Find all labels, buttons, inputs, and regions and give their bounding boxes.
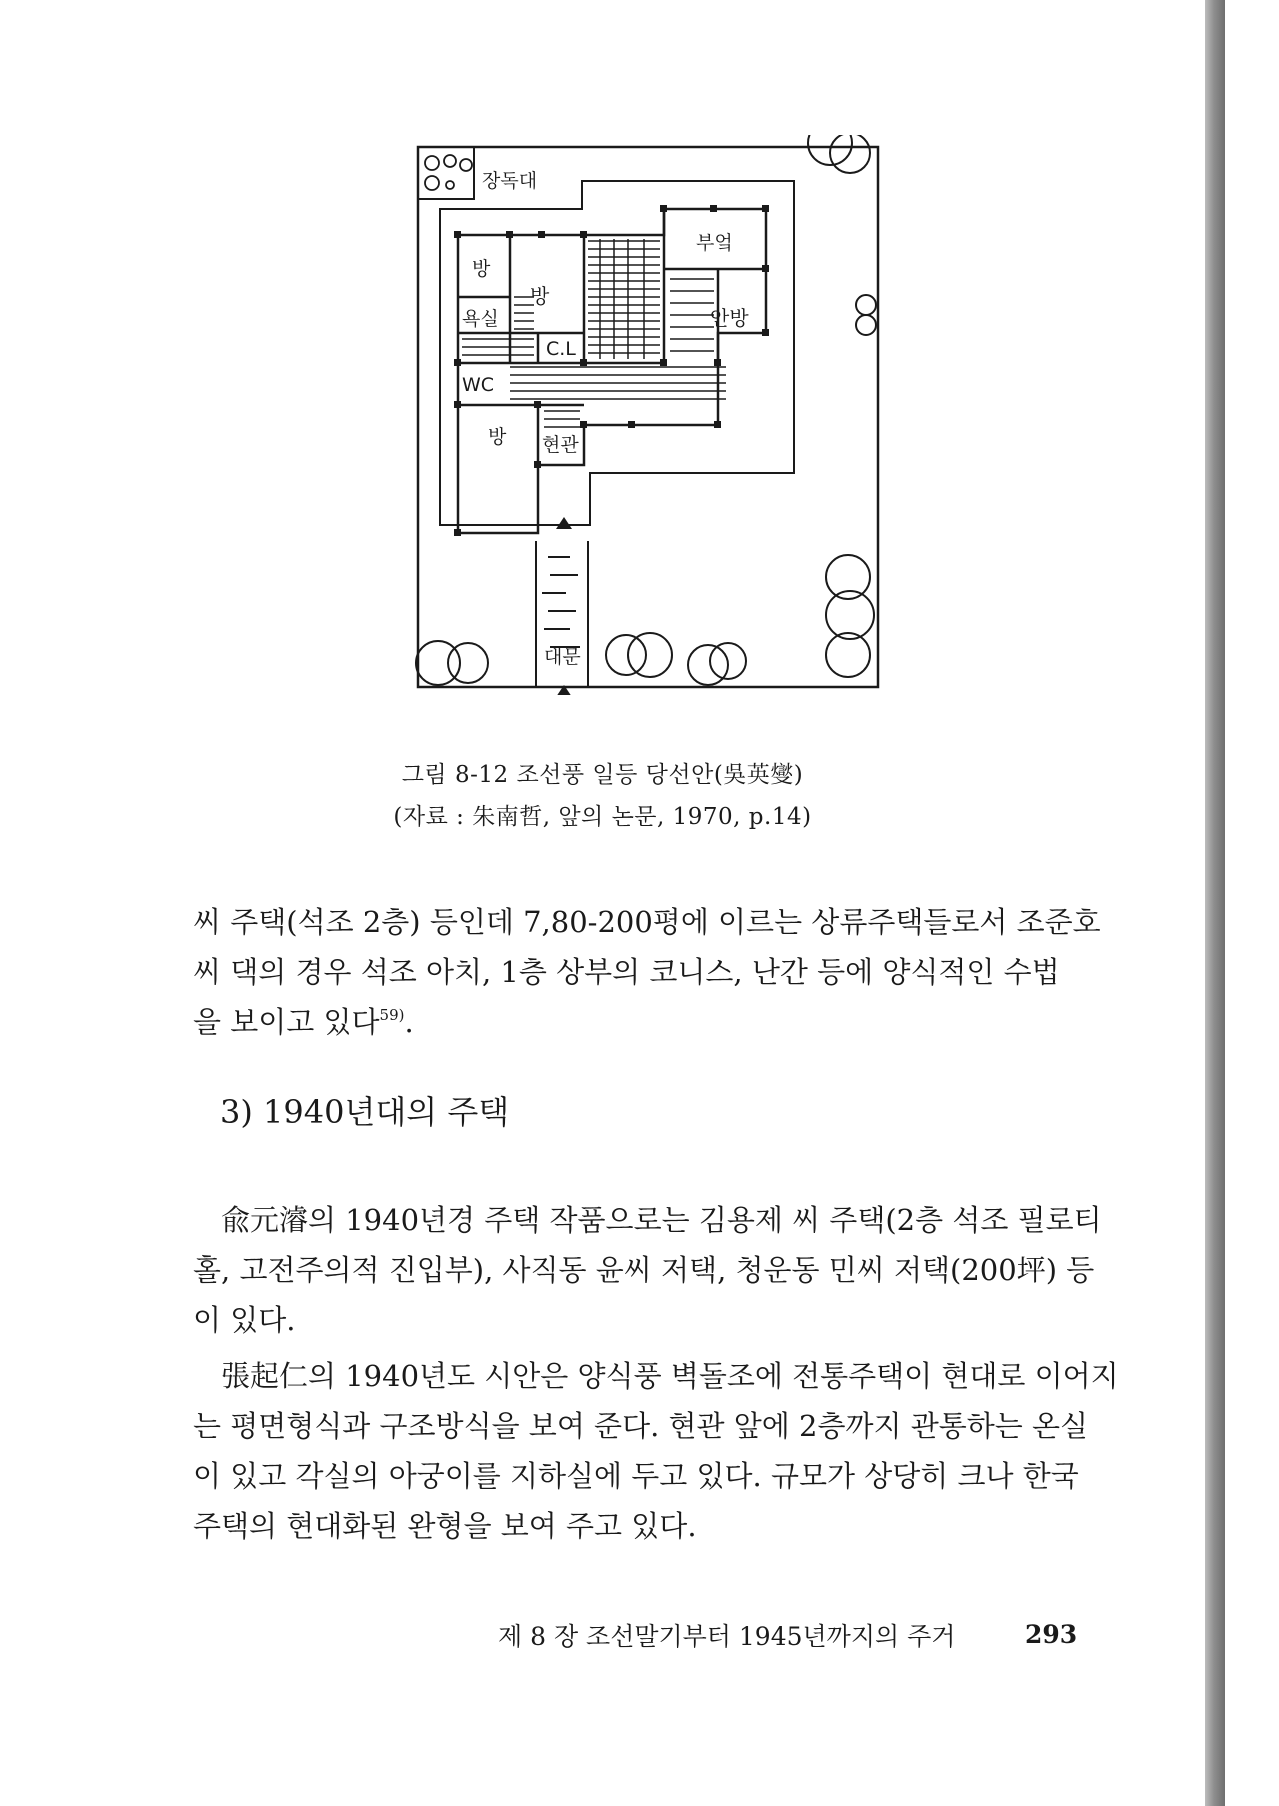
figure-caption-line2: (자료 : 朱南哲, 앞의 논문, 1970, p.14): [393, 804, 812, 830]
label-closet: C.L: [546, 338, 576, 360]
entrance-arrow: [556, 517, 572, 529]
label-hyeongwan: 현관: [542, 434, 579, 456]
footnote-ref-59: 59): [379, 1006, 405, 1024]
paragraph-3-line-1: 張起仁의 1940년도 시안은 양식풍 벽돌조에 전통주택이 현대로 이어지: [221, 1359, 1119, 1393]
floor-plan-figure: [410, 135, 890, 695]
paragraph-3-line-4: 주택의 현대화된 완형을 보여 주고 있다.: [193, 1509, 697, 1543]
page-number: 293: [1025, 1620, 1078, 1649]
paragraph-1-end: .: [404, 1005, 414, 1039]
label-bang-bottom: 방: [488, 426, 507, 448]
label-yoksil: 욕실: [462, 308, 499, 330]
paragraph-3-line-3: 이 있고 각실의 아궁이를 지하실에 두고 있다. 규모가 상당히 크나 한국: [193, 1459, 1079, 1493]
label-wc: WC: [462, 374, 495, 396]
section-heading: 3) 1940년대의 주택: [220, 1093, 510, 1131]
paragraph-3: [193, 1351, 1119, 1551]
chapter-footer: 제 8 장 조선말기부터 1945년까지의 주거: [498, 1622, 956, 1651]
figure-caption-line1: 그림 8-12 조선풍 일등 당선안(吳英燮): [401, 762, 804, 788]
paragraph-2-line-2: 홀, 고전주의적 진입부), 사직동 윤씨 저택, 청운동 민씨 저택(200坪) 등: [193, 1253, 1095, 1287]
page-edge-shadow: [1205, 0, 1225, 1806]
columns: [454, 205, 769, 536]
paragraph-1: [193, 897, 1101, 1047]
background-margin: [1225, 0, 1279, 1806]
site-boundary: [418, 147, 878, 687]
label-bang-center: 방: [530, 284, 550, 308]
label-bang-top-left: 방: [472, 258, 491, 280]
paragraph-2: [193, 1195, 1102, 1345]
paragraph-1-line-2: 씨 댁의 경우 석조 아치, 1층 상부의 코니스, 난간 등에 양식적인 수법: [193, 955, 1060, 989]
label-bueok: 부엌: [696, 232, 733, 254]
paragraph-1-line-3-text: 을 보이고 있다: [193, 1005, 380, 1039]
paragraph-1-line-3: [193, 997, 1088, 1047]
jangdokdae-box: [418, 147, 474, 199]
label-anbang: 안방: [710, 306, 749, 330]
paragraph-2-line-1: 兪元濬의 1940년경 주택 작품으로는 김용제 씨 주택(2층 석조 필로티: [221, 1203, 1102, 1237]
paragraph-3-line-2: 는 평면형식과 구조방식을 보여 준다. 현관 앞에 2층까지 관통하는 온실: [193, 1409, 1089, 1443]
paragraph-1-line-1: 씨 주택(석조 2층) 등인데 7,80-200평에 이르는 상류주택들로서 조준호: [193, 905, 1101, 939]
label-daemun: 대문: [544, 646, 581, 668]
trees: [416, 135, 876, 685]
paragraph-2-line-3: 이 있다.: [193, 1303, 296, 1337]
label-jangdokdae: 장독대: [482, 170, 538, 192]
